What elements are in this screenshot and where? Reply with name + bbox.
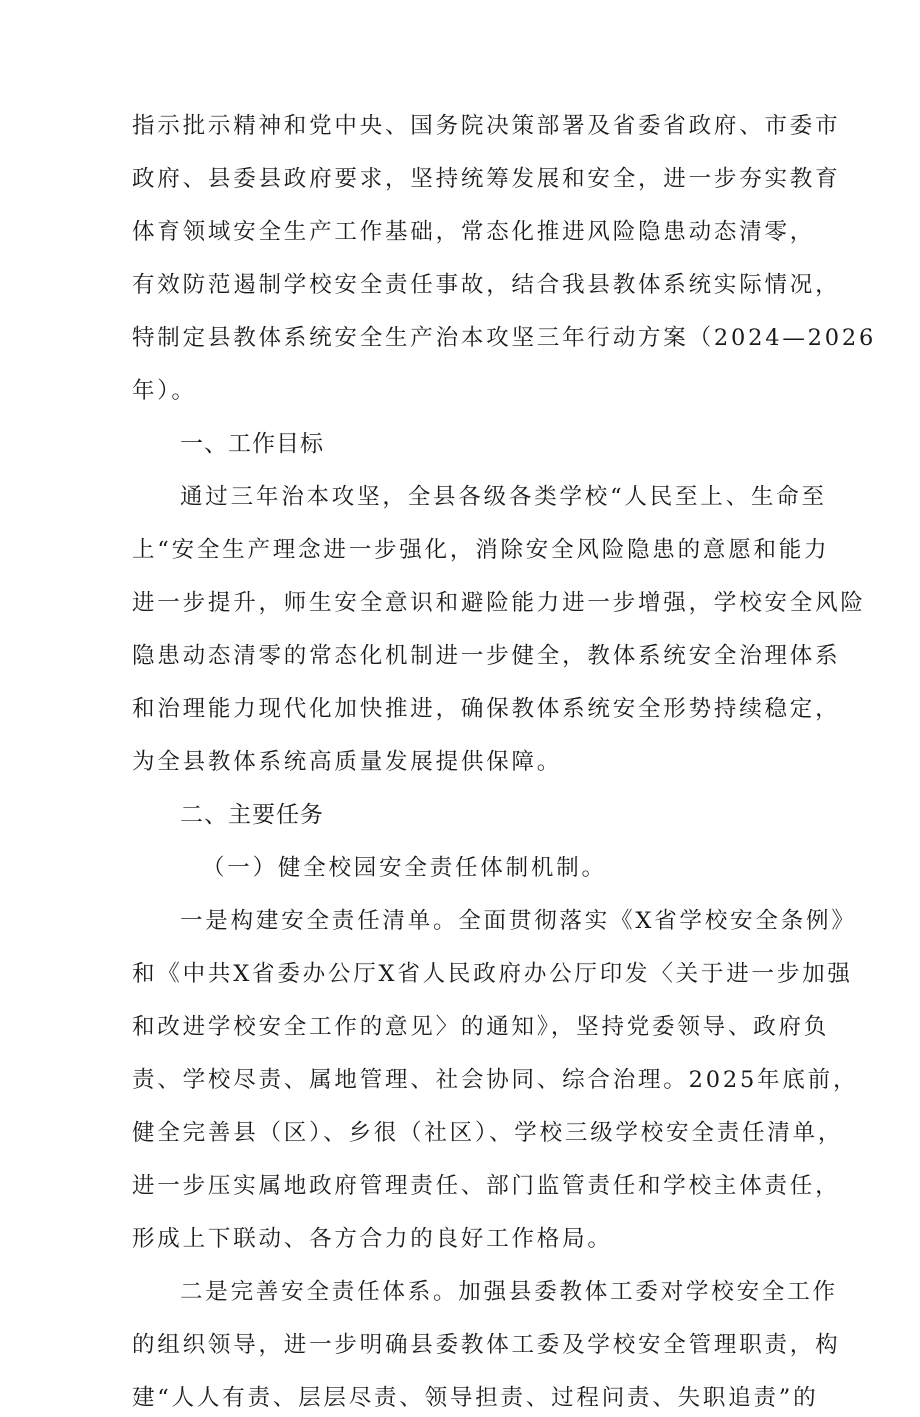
subsection-heading: （一）健全校园安全责任体制机制。: [202, 855, 607, 881]
body-line: 健全完善县（区）、乡很（社区）、学校三级学校安全责任清单，: [132, 1120, 844, 1146]
paragraph-start-line: 一是构建安全责任清单。全面贯彻落实《X省学校安全条例》: [180, 908, 857, 934]
body-line: 和治理能力现代化加快推进，确保教体系统安全形势持续稳定，: [132, 696, 841, 722]
body-line: 体育领域安全生产工作基础，常态化推进风险隐患动态清零，: [132, 219, 816, 245]
body-line: 责、学校尽责、属地管理、社会协同、综合治理。2025年底前，: [132, 1067, 859, 1093]
paragraph-start-line: 通过三年治本攻坚，全县各级各类学校“人民至上、生命至: [180, 484, 827, 510]
body-line: 进一步压实属地政府管理责任、部门监管责任和学校主体责任，: [132, 1173, 841, 1199]
section-heading-main-tasks: 二、主要任务: [180, 802, 324, 828]
body-line: 特制定县教体系统安全生产治本攻坚三年行动方案（2024—2026: [132, 325, 877, 351]
body-line: 政府、县委县政府要求，坚持统筹发展和安全，进一步夯实教育: [132, 166, 841, 192]
body-line: 和改进学校安全工作的意见〉的通知》，坚持党委领导、政府负: [132, 1014, 830, 1040]
section-heading-work-goals: 一、工作目标: [180, 431, 324, 457]
body-line: 的组织领导，进一步明确县委教体工委及学校安全管理职责，构: [132, 1332, 841, 1358]
body-line: 和《中共X省委办公厅X省人民政府办公厅印发〈关于进一步加强: [132, 961, 853, 987]
paragraph-start-line: 二是完善安全责任体系。加强县委教体工委对学校安全工作: [180, 1279, 838, 1305]
body-line: 指示批示精神和党中央、国务院决策部署及省委省政府、市委市: [132, 113, 841, 139]
body-line: 有效防范遏制学校安全责任事故，结合我县教体系统实际情况，: [132, 272, 841, 298]
body-line: 建“人人有责、层层尽责、领导担责、过程问责、失职追责”的: [132, 1385, 819, 1411]
body-line: 年）。: [132, 378, 197, 404]
body-line: 隐患动态清零的常态化机制进一步健全，教体系统安全治理体系: [132, 643, 841, 669]
body-line: 为全县教体系统高质量发展提供保障。: [132, 749, 563, 775]
body-line: 上“安全生产理念进一步强化，消除安全风险隐患的意愿和能力: [132, 537, 830, 563]
body-line: 进一步提升，师生安全意识和避险能力进一步增强，学校安全风险: [132, 590, 866, 616]
body-line: 形成上下联动、各方合力的良好工作格局。: [132, 1226, 613, 1252]
